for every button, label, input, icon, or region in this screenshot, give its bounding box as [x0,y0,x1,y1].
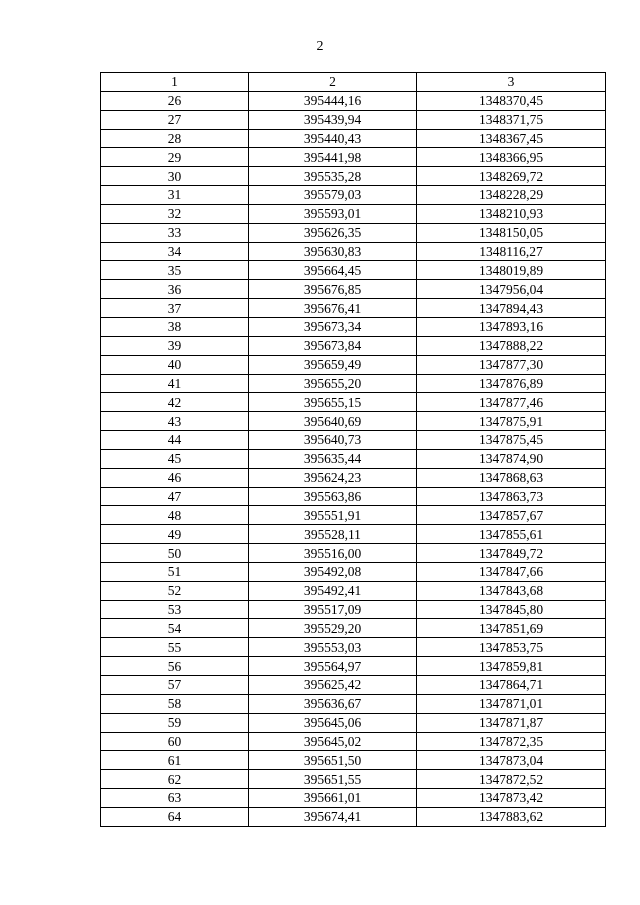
table-header-row [101,73,606,92]
x-coordinate-cell: 395535,28 [249,167,417,186]
point-number-cell: 51 [101,562,249,581]
y-coordinate-cell: 1348019,89 [417,261,606,280]
point-number-cell: 47 [101,487,249,506]
table-row [101,770,606,789]
x-coordinate-cell: 395624,23 [249,468,417,487]
table-row [101,261,606,280]
column-header-1: 1 [101,73,249,92]
x-coordinate-cell: 395651,50 [249,751,417,770]
y-coordinate-cell: 1347883,62 [417,807,606,826]
y-coordinate-cell: 1347859,81 [417,657,606,676]
y-coordinate-cell: 1347875,91 [417,412,606,431]
point-number-cell: 64 [101,807,249,826]
table-row [101,431,606,450]
x-coordinate-cell: 395579,03 [249,186,417,205]
table-row [101,110,606,129]
table-body [101,91,606,826]
table-row [101,280,606,299]
y-coordinate-cell: 1347894,43 [417,299,606,318]
table-row [101,223,606,242]
point-number-cell: 45 [101,449,249,468]
y-coordinate-cell: 1348269,72 [417,167,606,186]
x-coordinate-cell: 395516,00 [249,544,417,563]
point-number-cell: 61 [101,751,249,770]
x-coordinate-cell: 395564,97 [249,657,417,676]
y-coordinate-cell: 1347847,66 [417,562,606,581]
point-number-cell: 59 [101,713,249,732]
table-header [101,73,606,92]
table-row [101,676,606,695]
x-coordinate-cell: 395563,86 [249,487,417,506]
table-row [101,148,606,167]
x-coordinate-cell: 395676,85 [249,280,417,299]
point-number-cell: 43 [101,412,249,431]
y-coordinate-cell: 1347864,71 [417,676,606,695]
y-coordinate-cell: 1347956,04 [417,280,606,299]
point-number-cell: 48 [101,506,249,525]
x-coordinate-cell: 395640,69 [249,412,417,431]
y-coordinate-cell: 1348228,29 [417,186,606,205]
x-coordinate-cell: 395651,55 [249,770,417,789]
x-coordinate-cell: 395492,08 [249,562,417,581]
x-coordinate-cell: 395673,34 [249,317,417,336]
y-coordinate-cell: 1347843,68 [417,581,606,600]
table-row [101,600,606,619]
y-coordinate-cell: 1347863,73 [417,487,606,506]
page-number: 2 [316,39,324,54]
table-row [101,713,606,732]
x-coordinate-cell: 395551,91 [249,506,417,525]
point-number-cell: 31 [101,186,249,205]
x-coordinate-cell: 395492,41 [249,581,417,600]
table-row [101,317,606,336]
table-row [101,657,606,676]
x-coordinate-cell: 395655,20 [249,374,417,393]
point-number-cell: 42 [101,393,249,412]
point-number-cell: 38 [101,317,249,336]
y-coordinate-cell: 1348371,75 [417,110,606,129]
table-row [101,807,606,826]
x-coordinate-cell: 395645,02 [249,732,417,751]
table-row [101,468,606,487]
x-coordinate-cell: 395440,43 [249,129,417,148]
y-coordinate-cell: 1347851,69 [417,619,606,638]
x-coordinate-cell: 395529,20 [249,619,417,638]
x-coordinate-cell: 395635,44 [249,449,417,468]
table-row [101,355,606,374]
table-row [101,412,606,431]
point-number-cell: 62 [101,770,249,789]
y-coordinate-cell: 1347871,01 [417,694,606,713]
table-row [101,204,606,223]
point-number-cell: 63 [101,789,249,808]
point-number-cell: 41 [101,374,249,393]
table-row [101,638,606,657]
table-row [101,694,606,713]
x-coordinate-cell: 395636,67 [249,694,417,713]
point-number-cell: 28 [101,129,249,148]
point-number-cell: 29 [101,148,249,167]
point-number-cell: 56 [101,657,249,676]
y-coordinate-cell: 1347872,52 [417,770,606,789]
y-coordinate-cell: 1347855,61 [417,525,606,544]
x-coordinate-cell: 395674,41 [249,807,417,826]
table-row [101,544,606,563]
x-coordinate-cell: 395673,84 [249,336,417,355]
table-row [101,619,606,638]
y-coordinate-cell: 1347876,89 [417,374,606,393]
point-number-cell: 58 [101,694,249,713]
y-coordinate-cell: 1347874,90 [417,449,606,468]
point-number-cell: 33 [101,223,249,242]
table-row [101,525,606,544]
table-row [101,299,606,318]
x-coordinate-cell: 395439,94 [249,110,417,129]
point-number-cell: 46 [101,468,249,487]
y-coordinate-cell: 1347871,87 [417,713,606,732]
x-coordinate-cell: 395553,03 [249,638,417,657]
table-row [101,562,606,581]
y-coordinate-cell: 1348366,95 [417,148,606,167]
point-number-cell: 54 [101,619,249,638]
y-coordinate-cell: 1347845,80 [417,600,606,619]
table-row [101,581,606,600]
x-coordinate-cell: 395630,83 [249,242,417,261]
x-coordinate-cell: 395664,45 [249,261,417,280]
point-number-cell: 44 [101,431,249,450]
column-header-2: 2 [249,73,417,92]
y-coordinate-cell: 1348116,27 [417,242,606,261]
point-number-cell: 53 [101,600,249,619]
y-coordinate-cell: 1348367,45 [417,129,606,148]
column-header-3: 3 [417,73,606,92]
table-row [101,242,606,261]
point-number-cell: 36 [101,280,249,299]
point-number-cell: 35 [101,261,249,280]
y-coordinate-cell: 1347873,04 [417,751,606,770]
y-coordinate-cell: 1347893,16 [417,317,606,336]
point-number-cell: 55 [101,638,249,657]
x-coordinate-cell: 395593,01 [249,204,417,223]
table-row [101,506,606,525]
x-coordinate-cell: 395659,49 [249,355,417,374]
y-coordinate-cell: 1347857,67 [417,506,606,525]
table-row [101,91,606,110]
y-coordinate-cell: 1347853,75 [417,638,606,657]
x-coordinate-cell: 395528,11 [249,525,417,544]
table-row [101,751,606,770]
y-coordinate-cell: 1347877,30 [417,355,606,374]
y-coordinate-cell: 1347868,63 [417,468,606,487]
x-coordinate-cell: 395444,16 [249,91,417,110]
y-coordinate-cell: 1348210,93 [417,204,606,223]
y-coordinate-cell: 1347872,35 [417,732,606,751]
table-row [101,336,606,355]
point-number-cell: 50 [101,544,249,563]
point-number-cell: 32 [101,204,249,223]
table-row [101,129,606,148]
point-number-cell: 26 [101,91,249,110]
point-number-cell: 27 [101,110,249,129]
point-number-cell: 40 [101,355,249,374]
table-row [101,167,606,186]
point-number-cell: 30 [101,167,249,186]
x-coordinate-cell: 395441,98 [249,148,417,167]
x-coordinate-cell: 395676,41 [249,299,417,318]
y-coordinate-cell: 1347877,46 [417,393,606,412]
x-coordinate-cell: 395655,15 [249,393,417,412]
point-number-cell: 37 [101,299,249,318]
y-coordinate-cell: 1348370,45 [417,91,606,110]
y-coordinate-cell: 1347888,22 [417,336,606,355]
y-coordinate-cell: 1347875,45 [417,431,606,450]
y-coordinate-cell: 1347873,42 [417,789,606,808]
x-coordinate-cell: 395517,09 [249,600,417,619]
x-coordinate-cell: 395645,06 [249,713,417,732]
y-coordinate-cell: 1347849,72 [417,544,606,563]
point-number-cell: 52 [101,581,249,600]
point-number-cell: 39 [101,336,249,355]
x-coordinate-cell: 395626,35 [249,223,417,242]
table-row [101,186,606,205]
coordinates-table [100,72,606,827]
point-number-cell: 34 [101,242,249,261]
table-row [101,789,606,808]
x-coordinate-cell: 395625,42 [249,676,417,695]
point-number-cell: 57 [101,676,249,695]
x-coordinate-cell: 395661,01 [249,789,417,808]
point-number-cell: 49 [101,525,249,544]
point-number-cell: 60 [101,732,249,751]
table-row [101,732,606,751]
table-row [101,393,606,412]
table-row [101,487,606,506]
x-coordinate-cell: 395640,73 [249,431,417,450]
y-coordinate-cell: 1348150,05 [417,223,606,242]
table-row [101,374,606,393]
table-row [101,449,606,468]
